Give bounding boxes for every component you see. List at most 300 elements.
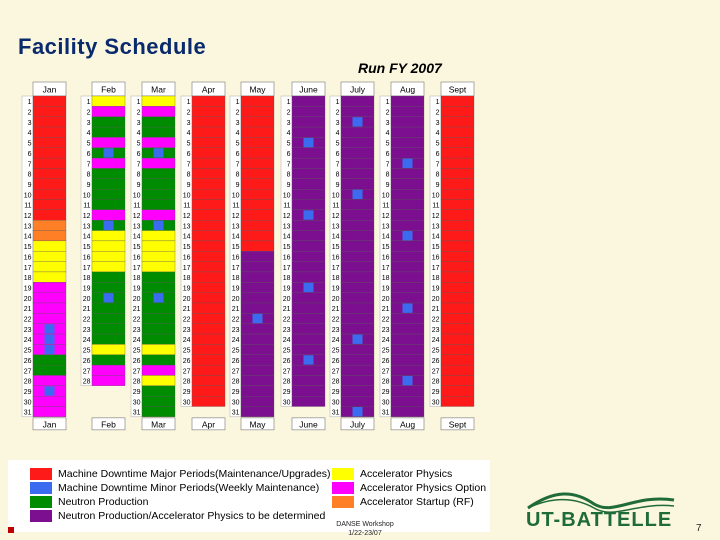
day-cell [241,200,274,210]
day-cell [391,127,424,137]
day-cell [192,324,225,334]
day-cell [142,365,175,375]
legend-swatch [30,496,52,508]
day-number: 23 [331,326,340,334]
day-number: 8 [335,171,340,179]
day-number: 25 [431,347,440,355]
day-number: 13 [231,223,240,231]
month-header: Jan [42,84,57,95]
day-number: 29 [431,388,440,396]
day-number: 21 [282,306,291,314]
day-cell [391,210,424,220]
day-number: 19 [182,285,191,293]
day-number: 26 [331,357,340,365]
day-number: 24 [331,337,340,345]
day-cell [341,303,374,313]
day-cell [391,251,424,261]
maintenance-marker [304,283,314,292]
day-number: 14 [381,233,390,241]
day-number: 4 [86,130,91,138]
day-cell [341,168,374,178]
day-cell [192,344,225,354]
day-cell [341,241,374,251]
day-number: 14 [231,233,240,241]
month-header: May [249,84,266,95]
day-cell [192,96,225,106]
day-number: 12 [381,213,390,220]
logo-text: UT-BATTELLE [526,509,673,530]
day-cell [341,396,374,406]
day-cell [441,251,474,261]
day-cell [33,200,66,210]
day-cell [391,148,424,158]
day-number: 13 [182,223,191,231]
day-cell [441,168,474,178]
legend-label: Machine Downtime Major Periods(Maintenance/Upgrades) [58,468,331,480]
day-cell [241,396,274,406]
day-number: 5 [435,140,440,148]
day-number: 20 [182,295,191,303]
day-cell [192,282,225,292]
day-number: 16 [381,254,390,262]
day-number: 1 [235,99,240,107]
day-cell [33,293,66,303]
day-cell [241,386,274,396]
day-number: 23 [431,326,440,334]
day-cell [441,262,474,272]
day-number: 17 [82,264,91,272]
day-number: 7 [136,161,141,169]
day-number: 10 [132,192,141,200]
day-cell [441,334,474,344]
day-cell [142,137,175,147]
day-number: 30 [331,399,340,407]
legend-label: Accelerator Physics Option [360,482,487,494]
day-cell [292,179,325,189]
maintenance-marker [403,376,413,385]
day-number: 7 [27,161,32,169]
day-cell [341,293,374,303]
day-number: 1 [335,99,340,107]
day-number: 29 [182,388,191,396]
day-number: 10 [231,192,240,200]
day-number: 23 [132,326,141,334]
month-header: Apr [201,84,216,95]
day-cell [341,272,374,282]
day-number: 4 [385,130,390,138]
day-number: 29 [132,388,141,396]
maintenance-marker [304,355,314,364]
day-cell [142,106,175,116]
day-number: 8 [286,171,291,179]
day-cell [241,231,274,241]
day-number: 9 [86,181,91,189]
day-number: 28 [231,378,240,386]
day-number: 26 [381,357,390,365]
day-cell [441,231,474,241]
day-number: 25 [381,347,390,355]
day-cell [441,324,474,334]
day-number: 18 [431,275,440,283]
day-cell [441,137,474,147]
day-cell [391,189,424,199]
day-number: 21 [23,306,32,314]
day-number: 20 [231,295,240,303]
day-cell [441,386,474,396]
day-number: 22 [82,316,91,324]
day-number: 9 [385,181,390,189]
day-cell [92,344,125,354]
day-number: 4 [435,130,440,138]
day-number: 11 [283,202,291,210]
day-cell [441,210,474,220]
day-cell [292,375,325,385]
day-cell [441,158,474,168]
page-number: 7 [696,523,702,534]
day-cell [391,272,424,282]
day-cell [33,179,66,189]
day-cell [192,375,225,385]
day-number: 6 [86,150,91,158]
day-number: 19 [132,285,141,293]
day-number: 20 [282,295,291,303]
day-cell [142,117,175,127]
day-cell [192,189,225,199]
day-number: 27 [82,368,91,376]
maintenance-marker [45,335,55,344]
day-number: 11 [24,202,32,210]
day-cell [292,303,325,313]
day-number: 11 [232,202,240,210]
month-footer: Jan [42,419,57,430]
maintenance-marker [104,148,114,157]
day-number: 13 [431,223,440,231]
day-number: 28 [431,378,440,386]
day-number: 15 [182,244,191,252]
day-number: 11 [183,202,191,210]
day-number: 12 [182,213,191,220]
day-number: 6 [435,150,440,158]
day-number: 1 [385,99,390,107]
day-number: 15 [132,244,141,252]
maintenance-marker [403,231,413,240]
day-cell [241,220,274,230]
day-number: 16 [231,254,240,262]
day-number: 5 [27,140,32,148]
day-number: 25 [23,347,32,355]
day-cell [142,200,175,210]
day-number: 18 [182,275,191,283]
day-number: 16 [431,254,440,262]
day-number: 28 [23,378,32,386]
day-cell [92,262,125,272]
month-header: July [349,84,366,95]
day-cell [192,396,225,406]
day-number: 6 [235,150,240,158]
day-number: 23 [231,326,240,334]
day-number: 4 [186,130,191,138]
day-cell [441,282,474,292]
day-cell [33,96,66,106]
day-cell [441,106,474,116]
day-cell [292,324,325,334]
day-cell [341,179,374,189]
day-cell [142,324,175,334]
day-cell [33,241,66,251]
day-cell [192,272,225,282]
day-number: 31 [23,409,32,417]
day-number: 22 [132,316,141,324]
day-cell [292,241,325,251]
day-number: 24 [132,337,141,345]
day-cell [391,137,424,147]
day-number: 19 [82,285,91,293]
day-cell [341,386,374,396]
day-number: 16 [282,254,291,262]
day-number: 26 [23,357,32,365]
day-cell [142,241,175,251]
day-number: 7 [86,161,91,169]
day-cell [391,220,424,230]
day-cell [92,189,125,199]
day-number: 5 [286,140,291,148]
day-number: 17 [132,264,141,272]
day-number: 10 [331,192,340,200]
maintenance-marker [154,221,164,230]
day-number: 23 [23,326,32,334]
day-number: 20 [431,295,440,303]
day-cell [341,127,374,137]
legend-swatch [332,482,354,494]
legend-swatch [332,468,354,480]
day-cell [341,96,374,106]
day-number: 14 [82,233,91,241]
month-header: June [299,84,318,95]
day-cell [341,148,374,158]
day-cell [33,210,66,220]
day-number: 24 [381,337,390,345]
day-cell [142,251,175,261]
day-cell [241,344,274,354]
maintenance-marker [253,314,263,323]
day-number: 11 [332,202,340,210]
day-cell [441,179,474,189]
day-number: 28 [282,378,291,386]
maintenance-marker [304,138,314,147]
day-cell [292,396,325,406]
day-cell [391,324,424,334]
maintenance-marker [104,221,114,230]
day-cell [92,127,125,137]
day-cell [292,189,325,199]
day-number: 1 [86,99,91,107]
day-number: 8 [86,171,91,179]
month-footer: July [349,419,366,430]
day-cell [192,220,225,230]
day-number: 19 [381,285,390,293]
day-cell [441,365,474,375]
day-cell [241,189,274,199]
day-cell [142,262,175,272]
day-cell [241,137,274,147]
day-cell [292,127,325,137]
day-number: 2 [27,109,32,117]
day-cell [92,251,125,261]
day-cell [92,334,125,344]
day-number: 11 [83,202,91,210]
day-number: 14 [182,233,191,241]
day-number: 22 [282,316,291,324]
day-cell [33,148,66,158]
day-cell [192,313,225,323]
day-number: 21 [381,306,390,314]
day-cell [241,168,274,178]
day-cell [241,117,274,127]
day-cell [33,355,66,365]
day-number: 12 [132,213,141,220]
day-cell [33,158,66,168]
day-number: 17 [23,264,32,272]
day-cell [33,231,66,241]
day-cell [241,262,274,272]
day-number: 7 [435,161,440,169]
day-number: 3 [136,119,141,127]
day-cell [241,210,274,220]
maintenance-marker [45,386,55,395]
day-number: 9 [335,181,340,189]
day-number: 12 [282,213,291,220]
day-cell [241,365,274,375]
day-number: 31 [231,409,240,417]
day-number: 3 [335,119,340,127]
day-cell [142,282,175,292]
day-number: 11 [133,202,141,210]
day-number: 27 [231,368,240,376]
day-cell [92,96,125,106]
day-number: 7 [385,161,390,169]
day-number: 14 [23,233,32,241]
day-number: 5 [385,140,390,148]
day-number: 30 [381,399,390,407]
day-cell [241,355,274,365]
day-number: 12 [82,213,91,220]
day-number: 1 [186,99,191,107]
day-cell [92,117,125,127]
day-cell [341,231,374,241]
day-number: 29 [231,388,240,396]
day-number: 13 [82,223,91,231]
day-number: 3 [235,119,240,127]
day-cell [192,231,225,241]
day-cell [391,365,424,375]
day-number: 17 [381,264,390,272]
day-number: 2 [435,109,440,117]
day-cell [92,106,125,116]
day-cell [241,251,274,261]
day-cell [142,407,175,417]
day-cell [292,168,325,178]
day-number: 30 [431,399,440,407]
day-cell [292,313,325,323]
day-number: 2 [186,109,191,117]
day-cell [192,158,225,168]
legend-swatch [30,510,52,522]
day-number: 25 [282,347,291,355]
day-number: 19 [231,285,240,293]
day-cell [441,189,474,199]
day-cell [241,148,274,158]
day-number: 3 [385,119,390,127]
day-cell [33,117,66,127]
day-cell [341,137,374,147]
day-cell [341,200,374,210]
day-cell [92,313,125,323]
day-number: 14 [282,233,291,241]
day-cell [391,313,424,323]
day-number: 25 [331,347,340,355]
day-cell [192,386,225,396]
day-number: 15 [381,244,390,252]
day-cell [391,344,424,354]
day-number: 9 [136,181,141,189]
month-header: Feb [101,84,116,95]
footer-text [335,520,395,538]
day-number: 16 [23,254,32,262]
day-number: 4 [27,130,32,138]
day-cell [33,220,66,230]
day-number: 24 [182,337,191,345]
maintenance-marker [403,159,413,168]
day-number: 5 [136,140,141,148]
day-number: 28 [331,378,340,386]
day-cell [292,365,325,375]
day-number: 8 [27,171,32,179]
day-number: 15 [231,244,240,252]
day-cell [33,313,66,323]
day-cell [192,293,225,303]
legend-label: Accelerator Physics [360,468,453,480]
day-cell [341,106,374,116]
day-cell [142,127,175,137]
day-number: 7 [286,161,291,169]
day-cell [33,365,66,375]
day-cell [241,324,274,334]
day-number: 30 [182,399,191,407]
day-cell [142,386,175,396]
day-number: 16 [182,254,191,262]
day-number: 4 [136,130,141,138]
day-cell [92,231,125,241]
day-number: 29 [331,388,340,396]
legend-swatch [332,496,354,508]
day-cell [391,96,424,106]
day-number: 10 [431,192,440,200]
day-cell [292,262,325,272]
day-cell [241,241,274,251]
day-number: 20 [82,295,91,303]
day-number: 28 [182,378,191,386]
day-number: 8 [435,171,440,179]
day-cell [241,106,274,116]
day-cell [441,344,474,354]
day-cell [391,396,424,406]
day-number: 31 [381,409,390,417]
day-cell [192,127,225,137]
day-number: 23 [182,326,191,334]
legend-label: Accelerator Startup (RF) [360,496,474,508]
day-cell [142,355,175,365]
day-cell [391,407,424,417]
